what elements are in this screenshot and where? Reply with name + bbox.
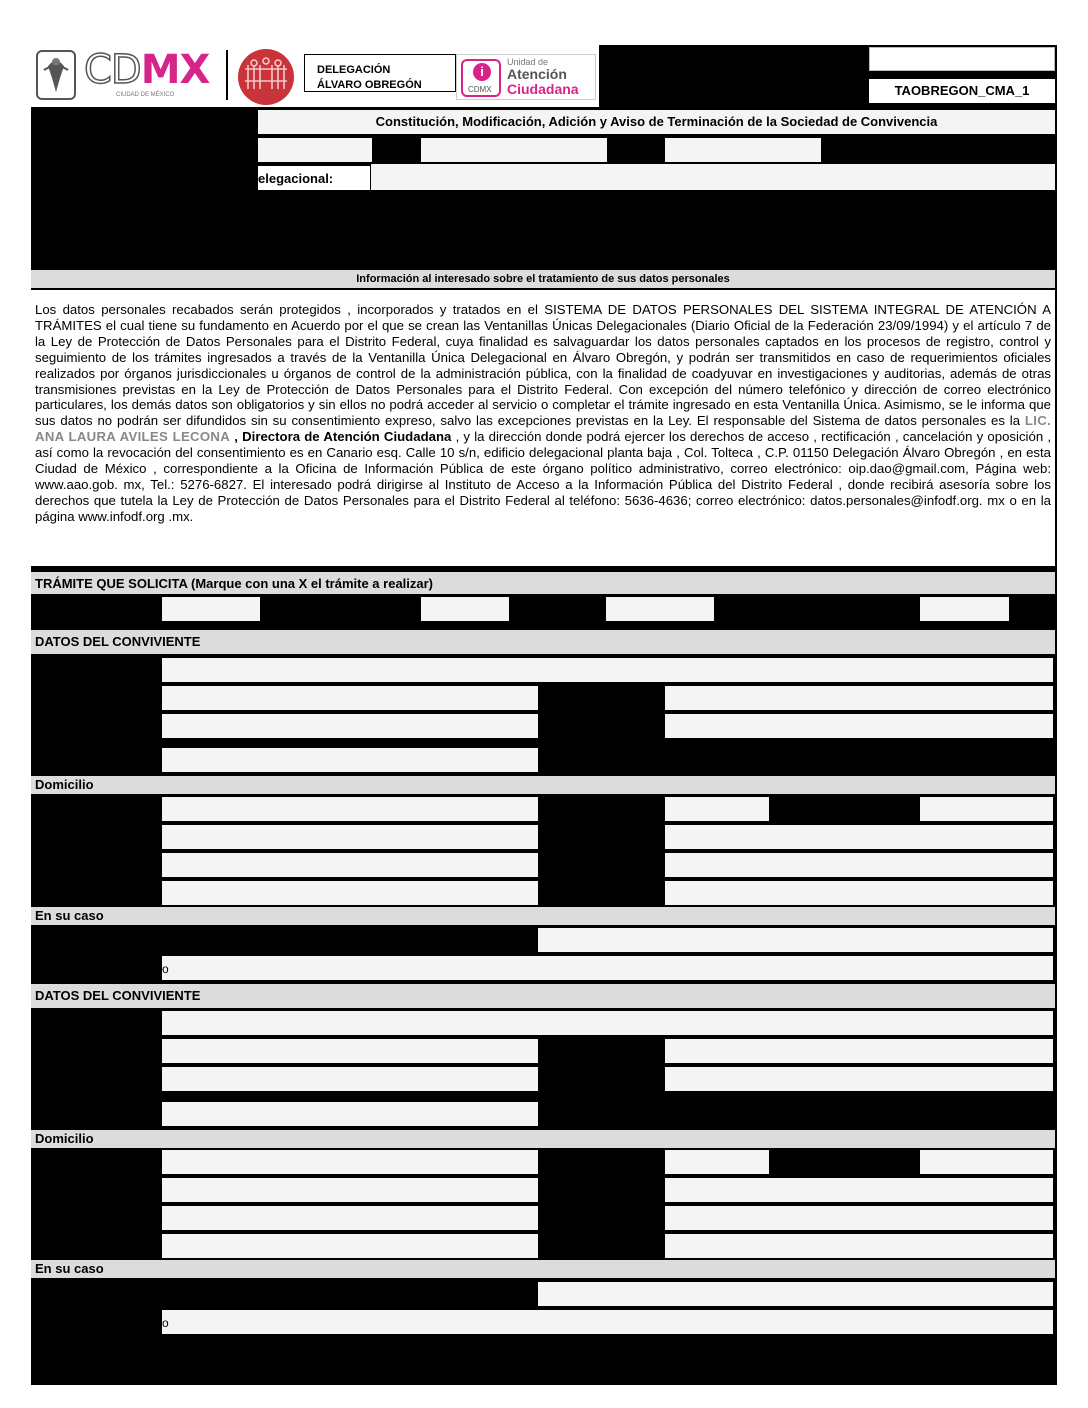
domicilio-1-field-b[interactable] (665, 825, 1053, 849)
domicilio-2-field-e[interactable] (162, 1234, 538, 1258)
en-su-caso-1-header (31, 907, 1055, 925)
date-field-1[interactable] (258, 138, 372, 162)
tramite-header (31, 572, 1055, 594)
domicilio-1-field-a[interactable] (162, 825, 538, 849)
privacy-responsible: LIC. ANA LAURA AVILES LECONA (35, 413, 1051, 445)
domicilio-2-field-c[interactable] (162, 1206, 538, 1230)
conviviente-2-field-a[interactable] (162, 1039, 538, 1063)
form-code-box (869, 79, 1055, 103)
domicilio-1-ext-number-field[interactable] (665, 797, 769, 821)
conviviente-1-field-a[interactable] (162, 686, 538, 710)
cdmx-logo-cd: CD (84, 47, 141, 93)
domicilio-1-street-field[interactable] (162, 797, 538, 821)
domicilio-1-field-c[interactable] (162, 853, 538, 877)
conviviente-2-header (31, 984, 1055, 1008)
government-seal-icon (36, 50, 76, 100)
delegacional-label-text: elegacional: (258, 171, 334, 186)
delegacion-name-box (304, 54, 456, 92)
tramite-header-text: TRÁMITE QUE SOLICITA (Marque con una X el trámite a realizar) (35, 576, 434, 591)
domicilio-1-field-e[interactable] (162, 881, 538, 905)
privacy-notice (31, 290, 1055, 566)
tramite-checkbox-terminacion[interactable] (920, 597, 1009, 621)
date-field-2[interactable] (421, 138, 607, 162)
domicilio-1-field-d[interactable] (665, 853, 1053, 877)
cdmx-logo (84, 47, 224, 102)
privacy-paragraph-1: Los datos personales recabados serán protegidos , incorporados y tratados en el SISTEMA DE DATOS PERSONALES DEL SISTEMA INTEGRAL DE ATENCIÓN A TRÁMITES el cual tiene su fundamento en Acuerdo por el que se crean las Ventanillas Únicas Delegacionales (Diario Oficial de la Federación 23/09/1994) y el artículo 7 de la Ley de Protección de Datos Personales para el Distrito Federal, cuya finalidad es salvaguardar los datos personales captados en los procesos de registro, control y seguimiento de los trámites ingresados a través de la Ventanilla Única Delegacional en Álvaro Obregón, y podrán ser transmitidos en caso de requerimientos oficiales realizados por órganos jurisdiccionales u órganos de control de la administración pública, con la finalidad de coadyuvar en investigaciones y auditorias, además de otras transmisiones previstas en la Ley de Protección de Datos Personales para el Distrito Federal. Con excepción del número telefónico y dirección de correo electrónico particulares, los demás datos son obligatorios y sin ellos no podrá acceder al servicio o completar el trámite ingresado en esta Ventanilla Única. Asimismo, se le informa que sus datos no podrán ser difundidos sin su consentimiento expreso, salvo las excepciones previstas en la Ley. El responsable del Sistema de datos personales es la (35, 302, 1051, 429)
privacy-title: Información al interesado sobre el tratamiento de sus datos personales (356, 273, 730, 285)
conviviente-1-header-text: DATOS DEL CONVIVIENTE (35, 634, 201, 649)
conviviente-1-field-e[interactable] (162, 748, 538, 772)
domicilio-2-header-text: Domicilio (35, 1131, 94, 1146)
cdmx-logo-subtitle: CIUDAD DE MÉXICO (116, 92, 175, 98)
en-su-caso-2-field-b[interactable] (162, 1310, 1053, 1334)
logo-divider (226, 50, 228, 100)
delegacional-field[interactable] (371, 164, 1055, 190)
domicilio-2-street-field[interactable] (162, 1150, 538, 1174)
en-su-caso-1-field-a[interactable] (538, 928, 1053, 952)
delegacion-seal-icon (232, 47, 302, 107)
delegacion-line1: DELEGACIÓN (317, 64, 391, 76)
conviviente-1-field-d[interactable] (665, 714, 1053, 738)
domicilio-2-ext-number-field[interactable] (665, 1150, 769, 1174)
uac-line1: Atención (507, 66, 567, 82)
uac-small-text: Unidad de (507, 57, 549, 67)
domicilio-1-header-text: Domicilio (35, 777, 94, 792)
conviviente-2-field-c[interactable] (162, 1067, 538, 1091)
uac-i-icon: i (473, 63, 491, 81)
conviviente-1-field-c[interactable] (162, 714, 538, 738)
domicilio-2-field-f[interactable] (665, 1234, 1053, 1258)
conviviente-2-field-e[interactable] (162, 1102, 538, 1126)
domicilio-1-header (31, 776, 1055, 794)
cdmx-logo-mx: MX (140, 47, 210, 93)
privacy-role: , Directora de Atención Ciudadana (234, 429, 452, 445)
en-su-caso-1-field-b[interactable] (162, 956, 1053, 980)
form-title-box (258, 110, 1055, 134)
conviviente-2-field-d[interactable] (665, 1067, 1053, 1091)
domicilio-2-field-b[interactable] (665, 1178, 1053, 1202)
conviviente-1-header (31, 630, 1055, 654)
uac-badge-icon (461, 59, 501, 97)
en-su-caso-2-header-text: En su caso (35, 1261, 104, 1276)
tramite-checkbox-adicion[interactable] (606, 597, 714, 621)
conviviente-1-field-b[interactable] (665, 686, 1053, 710)
delegacional-label (258, 166, 370, 190)
en-su-caso-1-stub: o (162, 962, 169, 976)
uac-line2: Ciudadana (507, 81, 579, 97)
form-title: Constitución, Modificación, Adición y Aviso de Terminación de la Sociedad de Convivencia (375, 114, 938, 129)
delegacion-line2: ÁLVARO OBREGÓN (317, 79, 422, 91)
en-su-caso-2-field-a[interactable] (538, 1282, 1053, 1306)
domicilio-1-int-number-field[interactable] (920, 797, 1053, 821)
privacy-title-bar (31, 270, 1055, 288)
conviviente-2-header-text: DATOS DEL CONVIVIENTE (35, 988, 201, 1003)
en-su-caso-2-stub: o (162, 1316, 169, 1330)
domicilio-2-field-a[interactable] (162, 1178, 538, 1202)
domicilio-2-int-number-field[interactable] (920, 1150, 1053, 1174)
form-code: TAOBREGON_CMA_1 (894, 83, 1030, 98)
tramite-checkbox-constitucion[interactable] (162, 597, 260, 621)
privacy-paragraph-2: , y la dirección donde podrá ejercer los derechos de acceso , rectificación , cancelación y oposición , así como la revocación del consentimiento es en Canario esq. Calle 10 s/n, edificio delegacional planta baja , Col. Tolteca , C.P. 01150 Delegación Álvaro Obregón , en esta Ciudad de México , correspondiente a la Oficina de Información Pública de este órgano político administrativo, correo electrónico: oip.dao@gmail.com, Página web: www.aao.gob. mx, Tel.: 5276-6827. El interesado podrá dirigirse al Instituto de Acceso a la Información Pública del Distrito Federal , donde recibirá asesoría sobre los derechos que tutela la Ley de Protección de Datos Personales para el Distrito Federal al teléfono: 5636-4636; correo electrónico: datos.personales@infodf.org. mx o en la página www.infodf.org .mx. (35, 429, 1052, 524)
domicilio-2-header (31, 1130, 1055, 1148)
header-right-strip (599, 45, 869, 107)
uac-badge-text: CDMX (468, 85, 492, 94)
conviviente-1-name-field[interactable] (162, 658, 1053, 682)
conviviente-2-name-field[interactable] (162, 1011, 1053, 1035)
uac-logo (456, 54, 596, 100)
date-field-3[interactable] (665, 138, 821, 162)
domicilio-1-field-f[interactable] (665, 881, 1053, 905)
folio-field[interactable] (869, 47, 1055, 71)
domicilio-2-field-d[interactable] (665, 1206, 1053, 1230)
en-su-caso-1-header-text: En su caso (35, 908, 104, 923)
en-su-caso-2-header (31, 1260, 1055, 1278)
tramite-checkbox-modificacion[interactable] (421, 597, 509, 621)
conviviente-2-field-b[interactable] (665, 1039, 1053, 1063)
